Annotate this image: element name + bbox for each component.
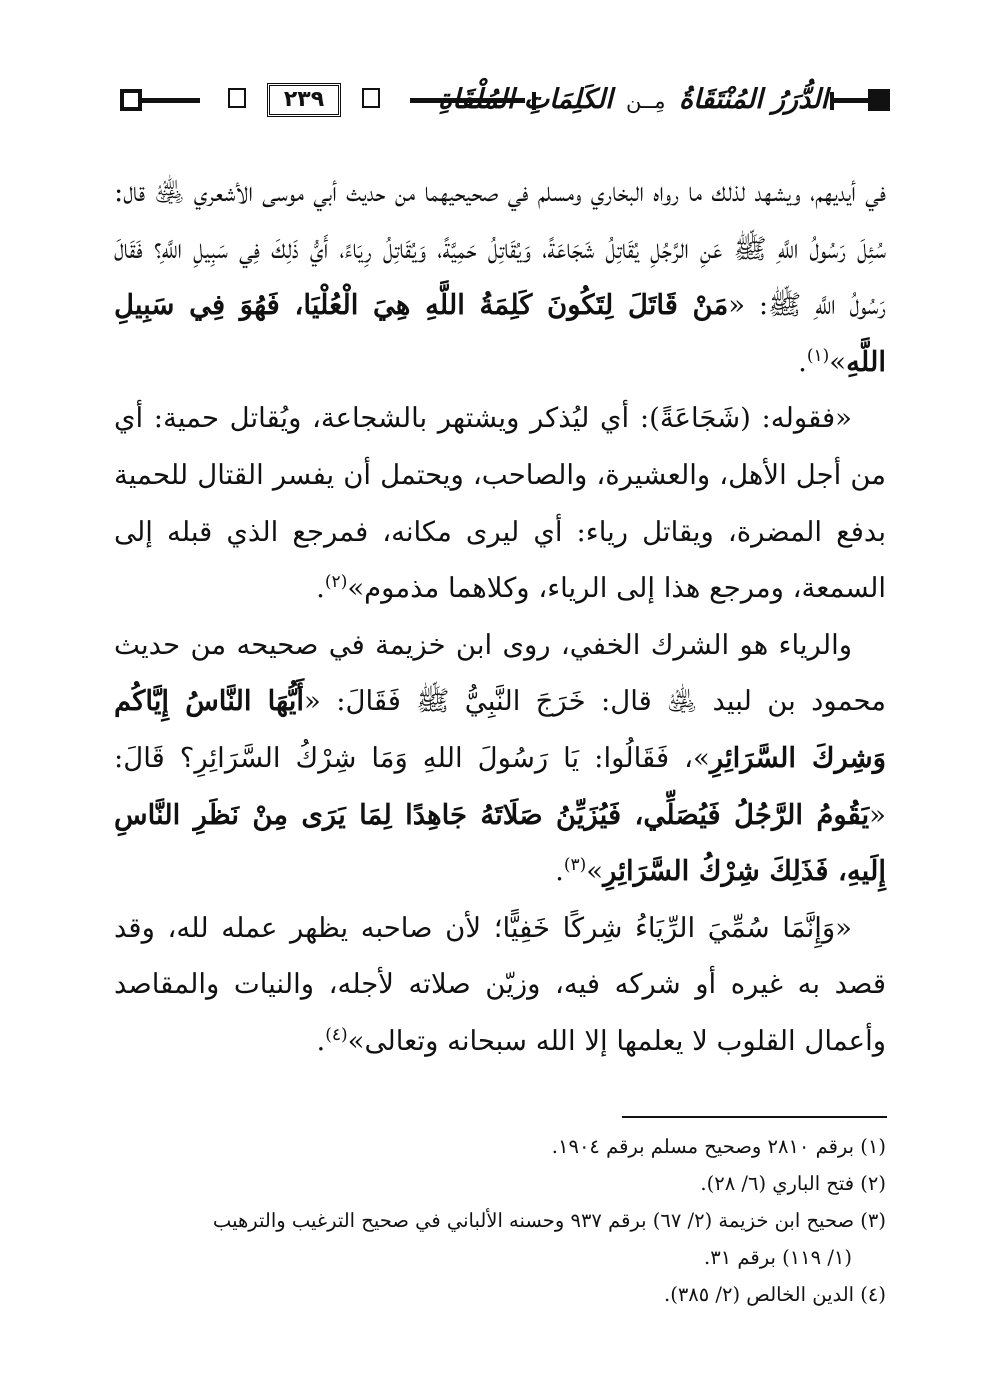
paragraph-2 <box>114 390 886 616</box>
paragraph-text: . <box>555 855 564 888</box>
hadith-quote: أَيُّهَا النَّاسُ إِيَّاكُم وَشِركَ السَّرَائِرِ <box>114 685 886 774</box>
hadith-quote: مَنْ قَاتَلَ لِتَكُونَ كَلِمَةُ اللَّهِ هِيَ الْعُلْيَا، فَهُوَ فِي سَبِيلِ اللَّهِ <box>114 289 886 378</box>
paragraph-text: «فقوله: (شَجَاعَةً): أي ليُذكر ويشتهر بالشجاعة، ويُقاتل حمية: أي من أجل الأهل، والعشيرة، والصاحب، ويحتمل أن يفسر القتال للحمية بدفع المضرة، ويقاتل رياء: أي ليرى مكانه، فمرجع الذي قبله إلى السمعة، ومرجع هذا إلى الرياء، وكلاهما مذموم» <box>114 402 886 605</box>
quote-mark: » <box>829 345 847 378</box>
footnote-2: (٢) فتح الباري (٦/ ٢٨). <box>700 1172 886 1195</box>
footnote-3: (٣) صحيح ابن خزيمة (٢/ ٦٧) برقم ٩٣٧ وحسنه الألباني في صحيح الترغيب والترهيب <box>212 1209 886 1232</box>
book-title-part2: الكَلِمَاتِ المُلْقَاةِ <box>438 84 613 115</box>
paragraph-3 <box>114 617 886 900</box>
paragraph-1 <box>114 164 886 390</box>
paragraph-text: في أيديهم، ويشهد لذلك ما رواه البخاري ومسلم في صحيحيهما من حديث أبي موسى الأشعري ﵁ قال: سُئِلَ رَسُولُ اللَّهِ ﷺ عَنِ الرَّجُلِ يُقَاتِلُ شَجَاعَةً، وَيُقَاتِلُ حَمِيَّةً، وَيُقَاتِلُ رِيَاءً، أَيُّ ذَلِكَ فِي سَبِيلِ اللَّهِ؟ فَقَالَ رَسُولُ اللَّهِ ﷺ: « <box>114 176 886 322</box>
footnote-ref-3[interactable]: (٣) <box>563 854 587 875</box>
footnote-separator <box>622 1116 887 1118</box>
header-ornament-square <box>868 89 890 111</box>
running-header <box>120 80 890 126</box>
header-ornament-square <box>120 89 142 111</box>
book-title-connector: مِــن <box>626 89 666 113</box>
hadith-quote: يَقُومُ الرَّجُلُ فَيُصَلِّي، فَيُزَيِّنُ صَلَاتَهُ جَاهِدًا لِمَا يَرَى مِنْ نَظَرِ النَّاسِ إِلَيهِ، فَذَلِكَ شِرْكُ السَّرَائِرِ <box>114 798 886 888</box>
footnotes <box>114 1128 886 1313</box>
paragraph-text: »، فَقَالُوا: يَا رَسُولَ اللهِ وَمَا شِرْكُ السَّرَائِرِ؟ قَالَ: « <box>114 741 886 831</box>
footnote-ref-4[interactable]: (٤) <box>325 1024 348 1045</box>
book-title <box>438 82 828 118</box>
paragraph-text: «وَإِنَّمَا سُمِّيَ الرِّيَاءُ شِركًا خَفِيًّا؛ لأن صاحبه يظهر عمله لله، وقد قصد به غيره أو شركه فيه، وزيّن صلاته لأجله، والنيات والمقاصد وأعمال القلوب لا يعلمها إلا الله سبحانه وتعالى» <box>114 911 886 1057</box>
book-title-part1: الدُّرَرُ المُنْتَقَاةُ <box>678 84 828 115</box>
footnote-3-continued: (١/ ١١٩) برقم ٣١. <box>704 1246 852 1269</box>
footnote-4: (٤) الدين الخالص (٢/ ٣٨٥). <box>664 1283 886 1306</box>
paragraph-text: . <box>798 345 807 378</box>
paragraph-text: والرياء هو الشرك الخفي، روى ابن خزيمة في صحيحه من حديث محمود بن لبيد ﵁ قال: خَرَجَ النَّبِيُّ ﷺ فَقَالَ: « <box>114 628 886 718</box>
footnote-ref-1[interactable]: (١) <box>806 345 830 366</box>
header-rule <box>834 98 868 103</box>
footnote-1: (١) برقم ٢٨١٠ وصحيح مسلم برقم ١٩٠٤. <box>551 1135 886 1158</box>
header-rule <box>142 98 200 103</box>
quote-mark: » <box>586 855 604 888</box>
paragraph-text: . <box>316 1024 326 1057</box>
paragraph-4 <box>114 900 886 1070</box>
page-number-frame <box>228 80 380 120</box>
page-number: ٢٣٩ <box>267 83 341 117</box>
footnote-ref-2[interactable]: (٢) <box>324 572 348 592</box>
paragraph-text: . <box>316 572 325 605</box>
page-body <box>114 164 886 1070</box>
